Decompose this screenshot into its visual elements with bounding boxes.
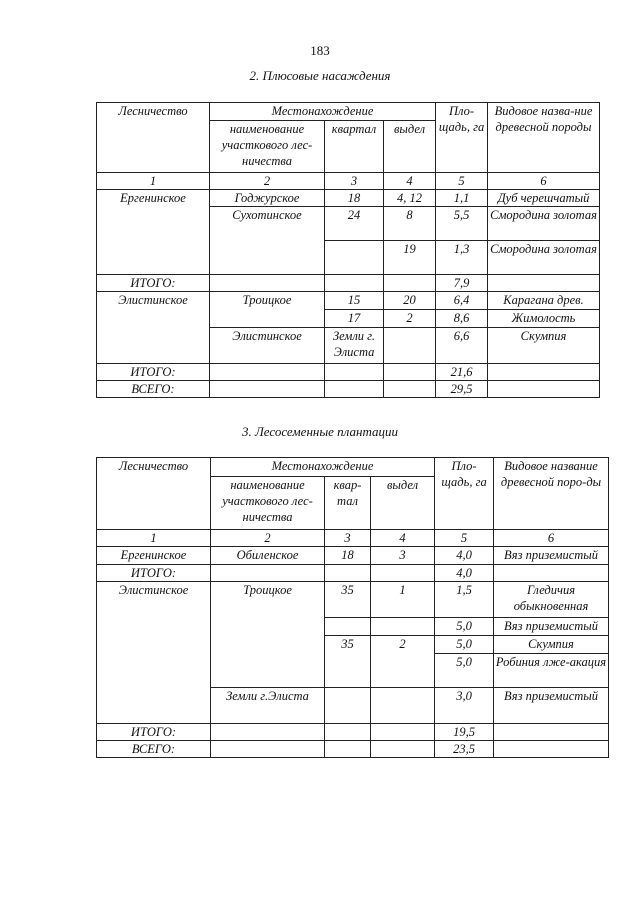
column-numbers-row (97, 173, 600, 190)
column-numbers-row (97, 530, 609, 547)
table-cell (384, 275, 436, 292)
table-cell: Робиния лже-акация (494, 654, 609, 688)
table-cell (325, 724, 371, 741)
column-number: 6 (488, 173, 600, 190)
column-number: 5 (435, 530, 494, 547)
table-cell (97, 654, 211, 688)
table-cell (494, 565, 609, 582)
table-cell: 1,1 (436, 190, 488, 207)
table-cell (371, 565, 435, 582)
column-number: 6 (494, 530, 609, 547)
table-row (97, 275, 600, 292)
table-row (97, 688, 609, 724)
table-cell (97, 328, 210, 364)
table-cell: Дуб черешчатый (488, 190, 600, 207)
column-number: 3 (325, 530, 371, 547)
table-row (97, 636, 609, 654)
table-cell: 2 (371, 636, 435, 654)
header-quarter: квар-тал (325, 477, 371, 530)
header-species: Видовое назва-ние древесной породы (488, 103, 600, 173)
table-cell: Земли г. Элиста (325, 328, 384, 364)
header-allotment: выдел (384, 121, 436, 173)
table-cell: 3,0 (435, 688, 494, 724)
table-cell (210, 241, 325, 275)
table-cell (210, 364, 325, 381)
table-cell: 6,6 (436, 328, 488, 364)
table-cell (384, 328, 436, 364)
table-cell (384, 381, 436, 398)
table-cell: 29,5 (436, 381, 488, 398)
table-cell (97, 636, 211, 654)
table-row (97, 364, 600, 381)
table-cell: Годжурское (210, 190, 325, 207)
table-cell: Гледичия обыкновенная (494, 582, 609, 618)
table-cell: Элистинское (97, 582, 211, 618)
page-number: 183 (310, 43, 330, 58)
table-cell (371, 741, 435, 758)
table-row (97, 207, 600, 241)
table-cell: 3 (371, 547, 435, 565)
table-cell (325, 654, 371, 688)
table-cell: 35 (325, 636, 371, 654)
header-quarter: квартал (325, 121, 384, 173)
table-cell: ИТОГО: (97, 364, 210, 381)
table-row (97, 190, 600, 207)
table-cell: Ергенинское (97, 190, 210, 207)
column-number: 3 (325, 173, 384, 190)
table-cell (325, 618, 371, 636)
table-cell: 2 (384, 310, 436, 328)
table-cell (210, 381, 325, 398)
table-cell (211, 618, 325, 636)
header-forestry: Лесничество (97, 103, 210, 173)
column-number: 1 (97, 173, 210, 190)
table-cell (371, 654, 435, 688)
section-3-title: 3. Лесосеменные плантации (241, 424, 398, 439)
table-cell (488, 381, 600, 398)
table-cell (371, 724, 435, 741)
table-cell: Смородина золотая (488, 241, 600, 275)
table-cell (325, 364, 384, 381)
column-number: 2 (210, 173, 325, 190)
table-cell: Скумпия (488, 328, 600, 364)
table-cell: 1 (371, 582, 435, 618)
table-cell (210, 275, 325, 292)
table-cell: Вяз приземистый (494, 618, 609, 636)
section-2-table (96, 102, 600, 398)
table-cell (494, 724, 609, 741)
table-cell: Троицкое (210, 292, 325, 310)
table-cell (325, 241, 384, 275)
header-row (97, 103, 600, 121)
header-location: Местонахождение (211, 458, 435, 477)
table-row (97, 310, 600, 328)
table-cell (325, 741, 371, 758)
table-row (97, 741, 609, 758)
table-cell: 17 (325, 310, 384, 328)
header-allotment: выдел (371, 477, 435, 530)
table-cell (211, 654, 325, 688)
table-cell: 5,0 (435, 654, 494, 688)
table-cell: Троицкое (211, 582, 325, 618)
table-cell: 7,9 (436, 275, 488, 292)
table-cell: Смородина золотая (488, 207, 600, 241)
column-number: 1 (97, 530, 211, 547)
table-cell (211, 724, 325, 741)
table-cell: 4,0 (435, 547, 494, 565)
column-number: 5 (436, 173, 488, 190)
table-cell: 20 (384, 292, 436, 310)
table-row (97, 547, 609, 565)
table-cell: 18 (325, 190, 384, 207)
header-area: Пло-щадь, га (435, 458, 494, 530)
table-cell: Скумпия (494, 636, 609, 654)
table-cell: 24 (325, 207, 384, 241)
table-cell (384, 364, 436, 381)
table-cell (325, 381, 384, 398)
section-3-table (96, 457, 609, 758)
table-row (97, 618, 609, 636)
header-subforestry: наименование участкового лес-ничества (211, 477, 325, 530)
table-cell: Земли г.Элиста (211, 688, 325, 724)
column-number: 4 (371, 530, 435, 547)
table-cell: ВСЕГО: (97, 381, 210, 398)
table-cell: 1,3 (436, 241, 488, 275)
table-cell: Ергенинское (97, 547, 211, 565)
table-cell: Вяз приземистый (494, 688, 609, 724)
table-cell: ИТОГО: (97, 565, 211, 582)
table-cell: Обиленское (211, 547, 325, 565)
section-2-title: 2. Плюсовые насаждения (249, 68, 391, 83)
table-cell (97, 241, 210, 275)
table-cell: 5,0 (435, 618, 494, 636)
table-cell: 19,5 (435, 724, 494, 741)
table-cell (325, 565, 371, 582)
table-row (97, 381, 600, 398)
table-cell (494, 741, 609, 758)
table-cell: Элистинское (210, 328, 325, 364)
table-cell: Сухотинское (210, 207, 325, 241)
table-cell: 18 (325, 547, 371, 565)
table-cell (97, 310, 210, 328)
table-cell (97, 618, 211, 636)
table-cell: Вяз приземистый (494, 547, 609, 565)
table-cell: 19 (384, 241, 436, 275)
table-row (97, 724, 609, 741)
table-cell: 5,5 (436, 207, 488, 241)
table-cell (488, 275, 600, 292)
table-cell: 21,6 (436, 364, 488, 381)
table-cell (371, 618, 435, 636)
table-cell: 6,4 (436, 292, 488, 310)
table-row (97, 292, 600, 310)
header-species: Видовое название древесной поро-ды (494, 458, 609, 530)
table-cell (97, 207, 210, 241)
table-cell: 35 (325, 582, 371, 618)
table-cell: ВСЕГО: (97, 741, 211, 758)
header-area: Пло-щадь, га (436, 103, 488, 173)
table-cell: 8,6 (436, 310, 488, 328)
table-cell: Карагана древ. (488, 292, 600, 310)
table-cell (325, 275, 384, 292)
table-cell: ИТОГО: (97, 275, 210, 292)
table-row (97, 565, 609, 582)
table-row (97, 241, 600, 275)
column-number: 2 (211, 530, 325, 547)
header-forestry: Лесничество (97, 458, 211, 530)
table-cell: Элистинское (97, 292, 210, 310)
table-cell: 4,0 (435, 565, 494, 582)
table-cell: 15 (325, 292, 384, 310)
header-location: Местонахождение (210, 103, 436, 121)
table-cell: 8 (384, 207, 436, 241)
table-cell (210, 310, 325, 328)
table-cell (488, 364, 600, 381)
table-cell (371, 688, 435, 724)
table-cell (211, 565, 325, 582)
table-cell (97, 688, 211, 724)
table-row (97, 654, 609, 688)
table-cell: 5,0 (435, 636, 494, 654)
table-cell (211, 636, 325, 654)
header-subforestry: наименование участкового лес-ничества (210, 121, 325, 173)
table-cell: 1,5 (435, 582, 494, 618)
table-row (97, 328, 600, 364)
table-cell: 23,5 (435, 741, 494, 758)
table-cell: ИТОГО: (97, 724, 211, 741)
header-row (97, 458, 609, 477)
table-cell: Жимолость (488, 310, 600, 328)
table-row (97, 582, 609, 618)
table-cell: 4, 12 (384, 190, 436, 207)
column-number: 4 (384, 173, 436, 190)
table-cell (325, 688, 371, 724)
table-cell (211, 741, 325, 758)
